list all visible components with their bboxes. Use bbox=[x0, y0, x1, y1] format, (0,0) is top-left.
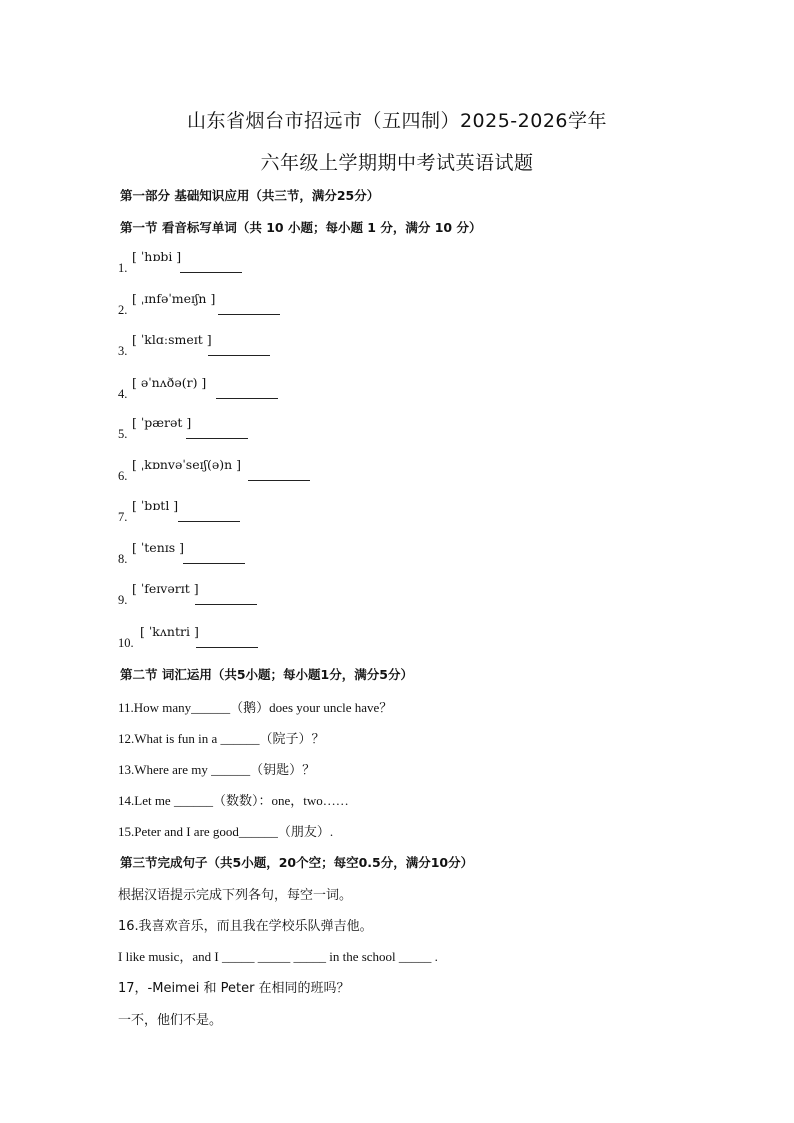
ipa-transcription: [ ˈhɒbi ] bbox=[132, 249, 182, 264]
ipa-transcription: [ ˈpærət ] bbox=[132, 415, 192, 430]
ipa-transcription: [ ˈbɒtl ] bbox=[132, 498, 179, 513]
question-16-chinese: 16.我喜欢音乐，而且我在学校乐队弹吉他。 bbox=[118, 919, 373, 934]
phonetic-item-2 bbox=[118, 290, 678, 318]
part1-heading: 第一部分 基础知识应用（共三节，满分25分） bbox=[120, 188, 380, 203]
item-number: 9. bbox=[118, 593, 128, 607]
answer-blank[interactable] bbox=[196, 647, 258, 648]
vocab-question-15: 15.Peter and I are good______（朋友）. bbox=[118, 824, 334, 839]
question-16-english: I like music，and I _____ _____ _____ in the school _____ . bbox=[118, 949, 438, 964]
answer-blank[interactable] bbox=[195, 604, 257, 605]
item-number: 3. bbox=[118, 344, 128, 358]
vocab-question-13: 13.Where are my ______（钥匙）？ bbox=[118, 762, 316, 777]
phonetic-item-6 bbox=[118, 456, 678, 484]
phonetic-item-3 bbox=[118, 331, 678, 359]
answer-blank[interactable] bbox=[218, 314, 280, 315]
item-number: 8. bbox=[118, 552, 128, 566]
exam-title-line2: 六年级上学期期中考试英语试题 bbox=[260, 152, 534, 174]
item-number: 5. bbox=[118, 427, 128, 441]
item-number: 1. bbox=[118, 261, 128, 275]
ipa-transcription: [ ˈtenɪs ] bbox=[132, 540, 185, 555]
answer-blank[interactable] bbox=[208, 355, 270, 356]
phonetic-item-7 bbox=[118, 497, 678, 525]
phonetic-item-9 bbox=[118, 580, 678, 608]
section3-heading: 第三节完成句子（共5小题，20个空；每空0.5分，满分10分） bbox=[120, 855, 474, 870]
item-number: 2. bbox=[118, 303, 128, 317]
answer-blank[interactable] bbox=[183, 563, 245, 564]
phonetic-item-1 bbox=[118, 248, 678, 276]
item-number: 10. bbox=[118, 636, 134, 650]
phonetic-item-8 bbox=[118, 539, 678, 567]
section3-instruction: 根据汉语提示完成下列各句，每空一词。 bbox=[118, 888, 353, 903]
phonetic-item-10 bbox=[118, 623, 678, 651]
phonetic-item-5 bbox=[118, 414, 678, 442]
section1-heading: 第一节 看音标写单词（共 10 小题；每小题 1 分，满分 10 分） bbox=[120, 220, 482, 235]
exam-title-line1: 山东省烟台市招远市（五四制）2025-2026学年 bbox=[186, 110, 608, 132]
answer-blank[interactable] bbox=[178, 521, 240, 522]
ipa-transcription: [ ˌɪnfəˈmeɪʃn ] bbox=[132, 291, 216, 306]
ipa-transcription: [ ˈklɑːsmeɪt ] bbox=[132, 332, 212, 347]
vocab-question-12: 12.What is fun in a ______（院子）？ bbox=[118, 731, 325, 746]
section2-heading: 第二节 词汇运用（共5小题；每小题1分，满分5分） bbox=[120, 667, 413, 682]
answer-blank[interactable] bbox=[186, 438, 248, 439]
phonetic-item-4 bbox=[118, 374, 678, 402]
item-number: 4. bbox=[118, 387, 128, 401]
question-17-chinese: 17，-Meimei 和 Peter 在相同的班吗？ bbox=[118, 981, 350, 996]
ipa-transcription: [ ˈkʌntri ] bbox=[140, 624, 199, 639]
vocab-question-14: 14.Let me ______（数数）：one，two…… bbox=[118, 793, 349, 808]
vocab-question-11: 11.How many______（鹅）does your uncle have？ bbox=[118, 700, 393, 715]
answer-blank[interactable] bbox=[216, 398, 278, 399]
answer-blank[interactable] bbox=[248, 480, 310, 481]
ipa-transcription: [ əˈnʌðə(r) ] bbox=[132, 375, 207, 390]
ipa-transcription: [ ˌkɒnvəˈseɪʃ(ə)n ] bbox=[132, 457, 242, 472]
item-number: 7. bbox=[118, 510, 128, 524]
answer-blank[interactable] bbox=[180, 272, 242, 273]
ipa-transcription: [ ˈfeɪvərɪt ] bbox=[132, 581, 199, 596]
question-17-answer: 一不，他们不是。 bbox=[118, 1013, 223, 1028]
item-number: 6. bbox=[118, 469, 128, 483]
